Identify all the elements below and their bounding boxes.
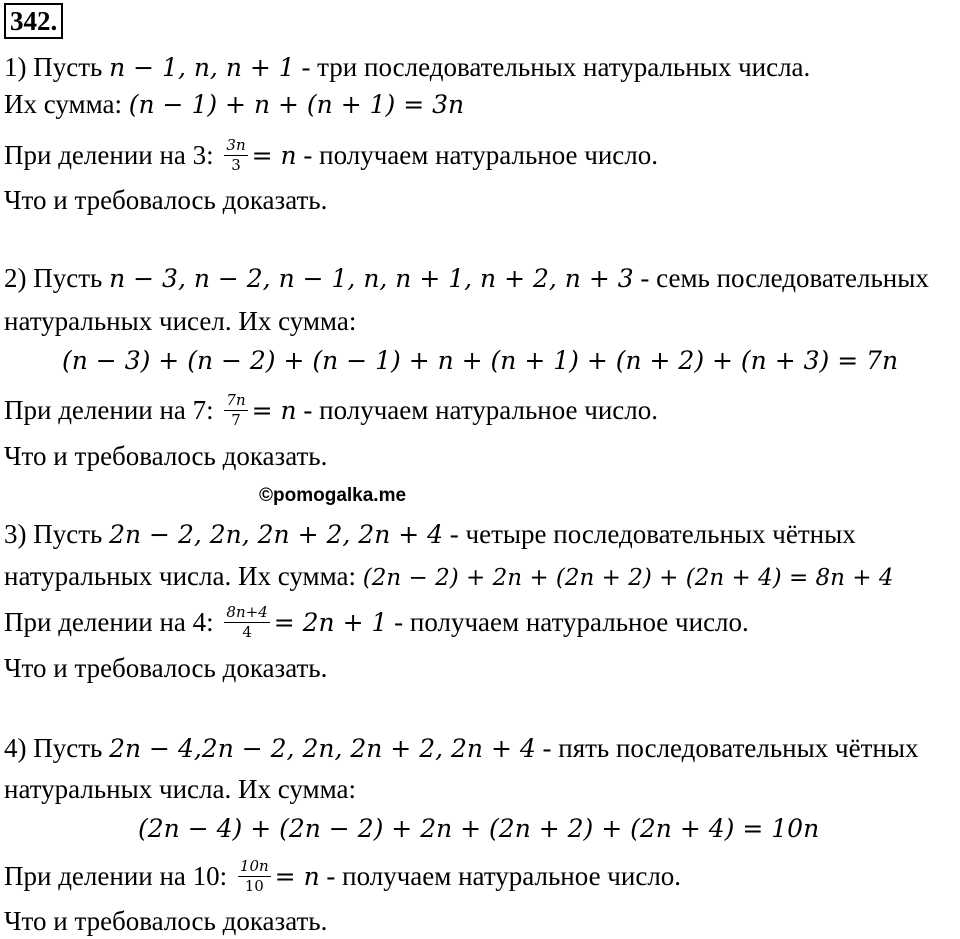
text: При делении на 4: xyxy=(4,607,221,637)
math-expression: (n − 3) + (n − 2) + (n − 1) + n + (n + 1) + (n + 2) + (n + 3) = 7n xyxy=(62,346,899,375)
math-expression: n − 1, n, n + 1 xyxy=(109,53,295,82)
math-expression: = n xyxy=(251,141,297,170)
numerator: 3n xyxy=(226,136,246,155)
denominator: 10 xyxy=(244,877,264,896)
text: 2) Пусть xyxy=(4,263,110,293)
fraction xyxy=(224,393,247,428)
part4-conclusion: Что и требовалось доказать. xyxy=(4,906,328,936)
math-expression: = 2n + 1 xyxy=(273,608,388,637)
part2-division xyxy=(4,391,659,430)
part4-division xyxy=(4,857,682,896)
text: натуральных числа. Их сумма: xyxy=(4,561,363,591)
text: 1) Пусть xyxy=(4,52,110,82)
part2-sum xyxy=(62,344,898,377)
fraction xyxy=(224,138,247,173)
math-expression: (2n − 2) + 2n + (2n + 2) + (2n + 4) = 8n + 4 xyxy=(362,565,894,591)
watermark: ©pomogalka.me xyxy=(259,485,407,506)
numerator: 10n xyxy=(239,857,269,876)
part1-statement xyxy=(4,51,810,84)
numerator: 7n xyxy=(226,391,246,410)
part3-statement xyxy=(4,518,856,551)
part4-statement xyxy=(4,732,918,765)
text: 4) Пусть xyxy=(4,733,110,763)
fraction xyxy=(238,859,271,894)
part3-division xyxy=(4,603,749,642)
math-expression: = n xyxy=(274,862,320,891)
part1-conclusion: Что и требовалось доказать. xyxy=(4,185,328,215)
part4-sum xyxy=(138,812,819,845)
math-expression: (2n − 4) + (2n − 2) + 2n + (2n + 2) + (2n + 4) = 10n xyxy=(138,814,820,843)
part1-sum xyxy=(4,88,464,121)
problem-number: 342. xyxy=(4,3,63,39)
text: - три последовательных натуральных числа. xyxy=(294,52,811,82)
math-expression: (n − 1) + n + (n + 1) = 3n xyxy=(128,90,465,119)
text: При делении на 10: xyxy=(4,861,234,891)
numerator: 8n+4 xyxy=(226,603,268,622)
part3-sum xyxy=(4,560,894,594)
text: - получаем натуральное число. xyxy=(296,395,659,425)
part1-division xyxy=(4,136,659,175)
part2-conclusion: Что и требовалось доказать. xyxy=(4,441,328,471)
math-expression: 2n − 4,2n − 2, 2n, 2n + 2, 2n + 4 xyxy=(109,734,536,763)
math-expression: 2n − 2, 2n, 2n + 2, 2n + 4 xyxy=(109,520,444,549)
text: - четыре последовательных чётных xyxy=(443,519,856,549)
part3-conclusion: Что и требовалось доказать. xyxy=(4,653,328,683)
text: 3) Пусть xyxy=(4,519,110,549)
part4-intro: натуральных числа. Их сумма: xyxy=(4,774,356,804)
part2-intro: натуральных чисел. Их сумма: xyxy=(4,306,357,336)
text: - получаем натуральное число. xyxy=(319,861,682,891)
text: - семь последовательных xyxy=(633,263,929,293)
text: - получаем натуральное число. xyxy=(296,140,659,170)
fraction xyxy=(224,605,269,640)
part2-statement xyxy=(4,262,929,295)
math-expression: = n xyxy=(251,396,297,425)
text: При делении на 3: xyxy=(4,140,221,170)
text: - получаем натуральное число. xyxy=(387,607,749,637)
denominator: 3 xyxy=(231,156,241,175)
denominator: 4 xyxy=(242,623,252,642)
denominator: 7 xyxy=(231,411,241,430)
text: При делении на 7: xyxy=(4,395,221,425)
text: Их сумма: xyxy=(4,89,129,119)
math-expression: n − 3, n − 2, n − 1, n, n + 1, n + 2, n + 3 xyxy=(109,264,634,293)
text: - пять последовательных чётных xyxy=(535,733,919,763)
